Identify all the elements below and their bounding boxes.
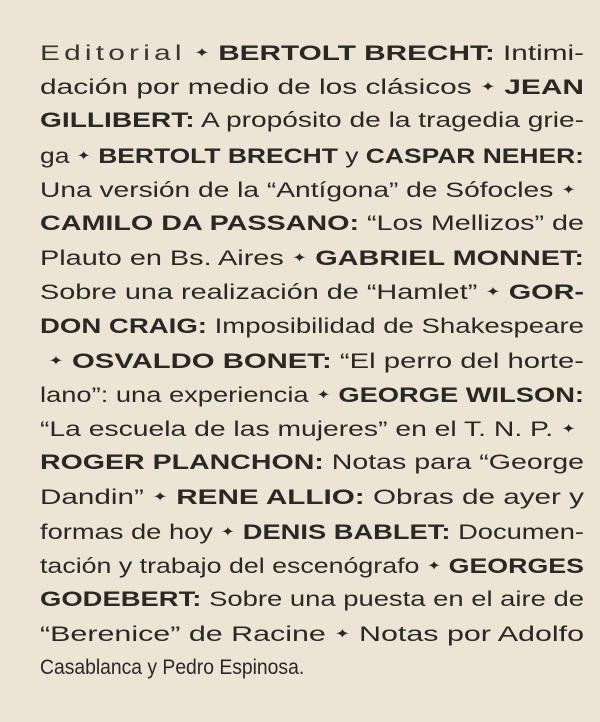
title-text: Intimi-: [494, 42, 584, 65]
text-line-content: [40, 378, 584, 413]
author-name: ROGER PLANCHON:: [40, 451, 324, 475]
title-text: “El perro del horte-: [331, 349, 584, 373]
author-name: GEORGE WILSON:: [338, 383, 584, 407]
title-text: Dandin”: [40, 486, 144, 510]
text-line-content: [40, 207, 584, 241]
title-text: Notas por Adolfo: [359, 623, 584, 647]
title-text: Notas para “George: [323, 451, 584, 475]
text-line-content: [40, 173, 584, 208]
text-line: [40, 412, 584, 446]
author-name: BERTOLT BRECHT: [98, 144, 338, 168]
editorial-label: Editorial: [40, 42, 186, 65]
text-line: [40, 36, 584, 70]
text-line-content: [40, 241, 584, 276]
text-line-content: [40, 70, 584, 105]
author-name: DENIS BABLET:: [242, 520, 451, 544]
title-text: Una versión de la “Antígona” de Sófocles: [40, 178, 554, 202]
title-text: formas de hoy: [40, 520, 213, 544]
text-line-content: [40, 446, 584, 480]
text-line-content: [40, 617, 584, 652]
text-line-content: [40, 139, 584, 174]
text-line: [40, 446, 584, 480]
star-separator-icon: ✦: [561, 421, 576, 437]
star-separator-icon: ✦: [485, 284, 501, 300]
star-separator-icon: ✦: [76, 147, 91, 163]
text-line: [40, 583, 584, 617]
table-of-contents: [40, 36, 584, 686]
text-line: [40, 480, 584, 514]
author-name: BERTOLT BRECHT:: [218, 42, 495, 65]
star-separator-icon: ✦: [480, 79, 496, 95]
text-line-content: [40, 549, 584, 584]
title-text: A propósito de la tragedia grie-: [194, 109, 584, 133]
title-text: Plauto en Bs. Aires: [40, 247, 284, 271]
author-name: CAMILO DA PASSANO:: [40, 211, 360, 235]
title-text: “Los Mellizos” de: [359, 211, 584, 235]
text-line: [40, 207, 584, 241]
star-separator-icon: ✦: [152, 489, 168, 505]
star-separator-icon: ✦: [334, 626, 351, 642]
text-line-content: [40, 104, 584, 138]
text-line-content: [40, 36, 584, 71]
author-name: GOR-: [508, 281, 584, 305]
author-name: GILLIBERT:: [40, 109, 195, 133]
text-line-content: [40, 344, 584, 379]
text-line: [40, 70, 584, 104]
author-name: RENE ALLIO:: [176, 486, 365, 510]
star-separator-icon: ✦: [48, 352, 64, 368]
text-line: [40, 139, 584, 173]
text-line: [40, 651, 584, 685]
title-text: dación por medio de los clásicos: [40, 76, 472, 100]
author-name: CASPAR NEHER:: [365, 144, 584, 168]
author-name: GEORGES: [448, 554, 584, 578]
title-text: y: [337, 144, 366, 168]
title-text: lano”: una experiencia: [40, 383, 309, 407]
text-line: [40, 173, 584, 207]
title-text: Sobre una puesta en el aire de: [201, 588, 585, 611]
star-separator-icon: ✦: [427, 557, 441, 573]
text-line-content: [40, 310, 584, 344]
text-line: [40, 275, 584, 309]
star-separator-icon: ✦: [561, 181, 576, 197]
text-line: [40, 515, 584, 549]
star-separator-icon: ✦: [194, 45, 210, 60]
text-line: [40, 378, 584, 412]
author-name: GABRIEL MONNET:: [315, 247, 584, 271]
text-line: [40, 104, 584, 138]
star-separator-icon: ✦: [220, 523, 235, 539]
text-line: [40, 549, 584, 583]
text-line-content: [40, 651, 304, 685]
title-text: “La escuela de las mujeres” en el T. N. P.: [40, 418, 554, 442]
text-line-content: [40, 412, 584, 447]
text-line: [40, 241, 584, 275]
title-text: ga: [40, 144, 70, 168]
text-line-content: [40, 515, 584, 550]
text-line: [40, 310, 584, 344]
title-text: Documen-: [450, 520, 584, 544]
text-line: [40, 617, 584, 651]
star-separator-icon: ✦: [292, 250, 307, 266]
title-text: Casablanca y Pedro Espinosa.: [40, 656, 305, 680]
author-name: OSVALDO BONET:: [71, 349, 332, 373]
author-name: GODEBERT:: [40, 588, 202, 611]
text-line-content: [40, 275, 584, 310]
star-separator-icon: ✦: [316, 386, 331, 402]
title-text: Sobre una realización de “Hamlet”: [40, 281, 478, 305]
title-text: tación y trabajo del escenógrafo: [40, 554, 420, 578]
text-line: [40, 344, 584, 378]
title-text: “Berenice” de Racine: [40, 623, 326, 647]
text-line-content: [40, 480, 584, 515]
author-name: DON CRAIG:: [40, 314, 207, 338]
title-text: Obras de ayer y: [364, 486, 584, 510]
title-text: Imposibilidad de Shakespeare: [206, 314, 584, 338]
text-line-content: [40, 583, 584, 617]
author-name: JEAN: [504, 76, 584, 100]
